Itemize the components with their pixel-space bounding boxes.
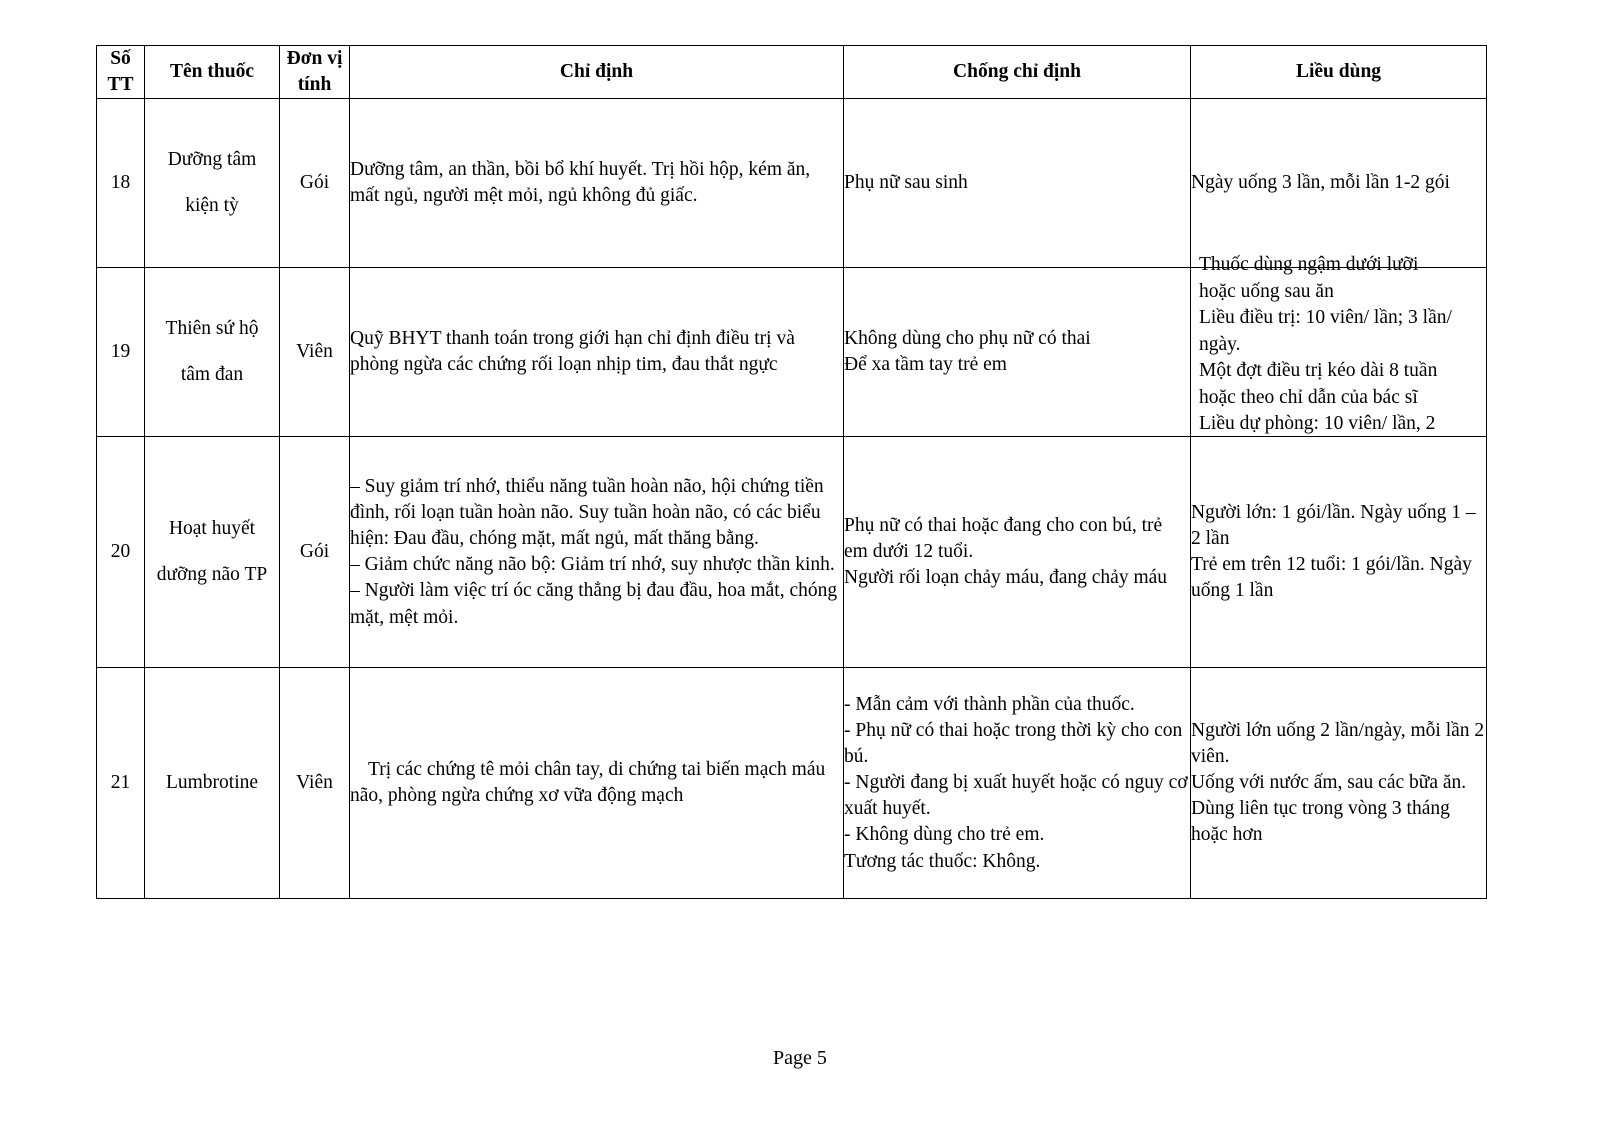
column-header-no — [97, 46, 145, 99]
text-line: Trẻ em trên 12 tuổi: 1 gói/lần. Ngày uống 1 lần — [1191, 554, 1472, 602]
drug-name-line2: dưỡng não TP — [156, 564, 268, 585]
cell-unit: Gói — [280, 437, 350, 668]
cell-dosage: Ngày uống 3 lần, mỗi lần 1-2 gói — [1191, 99, 1487, 268]
text-line: Tương tác thuốc: Không. — [844, 850, 1041, 872]
drug-list-table — [96, 45, 1487, 899]
cell-no: 19 — [97, 268, 145, 437]
column-header-unit-line1: Đơn vị — [286, 48, 343, 69]
cell-indication — [350, 668, 844, 899]
cell-no: 21 — [97, 668, 145, 899]
text-line: Uống với nước ấm, sau các bữa ăn. — [1191, 772, 1467, 794]
text-line: hoặc uống sau ăn — [1199, 280, 1334, 302]
text-line: Trị các chứng tê mỏi chân tay, di chứng tai biến mạch máu não, phòng ngừa chứng xơ vữa động mạch — [350, 759, 826, 807]
cell-no: 18 — [97, 99, 145, 268]
text-line: hoặc theo chỉ dẫn của bác sĩ — [1199, 386, 1418, 408]
table-row — [97, 268, 1487, 437]
cell-contraindication: Phụ nữ sau sinh — [844, 99, 1191, 268]
table-body — [97, 99, 1487, 899]
cell-unit: Gói — [280, 99, 350, 268]
text-line: Liều dự phòng: 10 viên/ lần, 2 — [1199, 413, 1436, 435]
drug-name-line1: Hoạt huyết — [168, 518, 256, 540]
cell-drug-name — [145, 268, 280, 437]
column-header-no-line1: Số — [110, 48, 131, 69]
drug-name-line1: Dưỡng tâm — [167, 149, 257, 171]
cell-indication — [350, 437, 844, 668]
text-line: – Suy giảm trí nhớ, thiểu năng tuần hoàn não, hội chứng tiền đình, rối loạn tuần hoàn não. Suy tuần hoàn não, có các biểu hiện: Đau đầu, chóng mặt, mất ngủ, mất thăng bằng. — [350, 475, 824, 550]
table-header — [97, 46, 1487, 99]
text-line: – Người làm việc trí óc căng thẳng bị đau đầu, hoa mắt, chóng mặt, mệt mỏi. — [350, 580, 838, 628]
text-line: Để xa tầm tay trẻ em — [844, 354, 1007, 376]
text-line: Một đợt điều trị kéo dài 8 tuần — [1199, 360, 1438, 382]
cell-dosage — [1191, 254, 1487, 437]
drug-name-line1: Lumbrotine — [165, 772, 259, 794]
table-row — [97, 668, 1487, 899]
cell-indication: Dưỡng tâm, an thần, bồi bổ khí huyết. Trị hồi hộp, kém ăn, mất ngủ, người mệt mỏi, ngủ không đủ giấc. — [350, 99, 844, 268]
text-line: ngày. — [1199, 333, 1241, 355]
text-line: - Phụ nữ có thai hoặc trong thời kỳ cho con bú. — [844, 719, 1183, 768]
cell-contraindication — [844, 668, 1191, 899]
text-line: Phụ nữ có thai hoặc đang cho con bú, trẻ em dưới 12 tuổi. — [844, 515, 1163, 563]
table-header-row — [97, 46, 1487, 99]
cell-dosage — [1191, 437, 1487, 668]
text-line: Liều điều trị: 10 viên/ lần; 3 lần/ — [1199, 307, 1452, 329]
cell-contraindication — [844, 268, 1191, 437]
text-line: – Giảm chức năng não bộ: Giảm trí nhớ, suy nhược thần kinh. — [350, 554, 835, 576]
text-line: - Mẫn cảm với thành phần của thuốc. — [844, 693, 1135, 715]
text-line: Không dùng cho phụ nữ có thai — [844, 328, 1091, 350]
cell-contraindication — [844, 437, 1191, 668]
cell-drug-name — [145, 99, 280, 268]
column-header-contraindication: Chống chỉ định — [844, 46, 1191, 99]
text-line: - Không dùng cho trẻ em. — [844, 824, 1045, 846]
text-line: Người lớn uống 2 lần/ngày, mỗi lần 2 viên. — [1191, 719, 1485, 768]
page-footer: Page 5 — [773, 1047, 827, 1069]
table-row — [97, 99, 1487, 268]
column-header-unit — [280, 46, 350, 99]
cell-no: 20 — [97, 437, 145, 668]
text-line: Dùng liên tục trong vòng 3 tháng hoặc hơn — [1191, 798, 1450, 846]
cell-indication: Quỹ BHYT thanh toán trong giới hạn chỉ định điều trị và phòng ngừa các chứng rối loạn nhịp tim, đau thắt ngực — [350, 268, 844, 437]
cell-dosage-overflow — [1199, 252, 1480, 438]
column-header-unit-line2: tính — [297, 74, 332, 96]
text-line: Người rối loạn chảy máu, đang chảy máu — [844, 567, 1168, 589]
drug-name-line1: Thiên sứ hộ — [165, 318, 259, 340]
drug-name-line2: kiện tỳ — [185, 195, 239, 216]
column-header-dosage: Liều dùng — [1191, 46, 1487, 99]
column-header-indication: Chỉ định — [350, 46, 844, 99]
cell-drug-name — [145, 437, 280, 668]
text-line: - Người đang bị xuất huyết hoặc có nguy cơ xuất huyết. — [844, 772, 1188, 820]
drug-name-line2: tâm đan — [180, 364, 244, 385]
column-header-no-line2: TT — [107, 74, 134, 96]
text-line: Thuốc dùng ngậm dưới lưỡi — [1199, 254, 1419, 276]
text-line: Người lớn: 1 gói/lần. Ngày uống 1 – 2 lần — [1191, 502, 1476, 550]
cell-drug-name — [145, 668, 280, 899]
column-header-name: Tên thuốc — [145, 46, 280, 99]
cell-dosage — [1191, 668, 1487, 899]
cell-unit: Viên — [280, 268, 350, 437]
table-row — [97, 437, 1487, 668]
cell-unit: Viên — [280, 668, 350, 899]
